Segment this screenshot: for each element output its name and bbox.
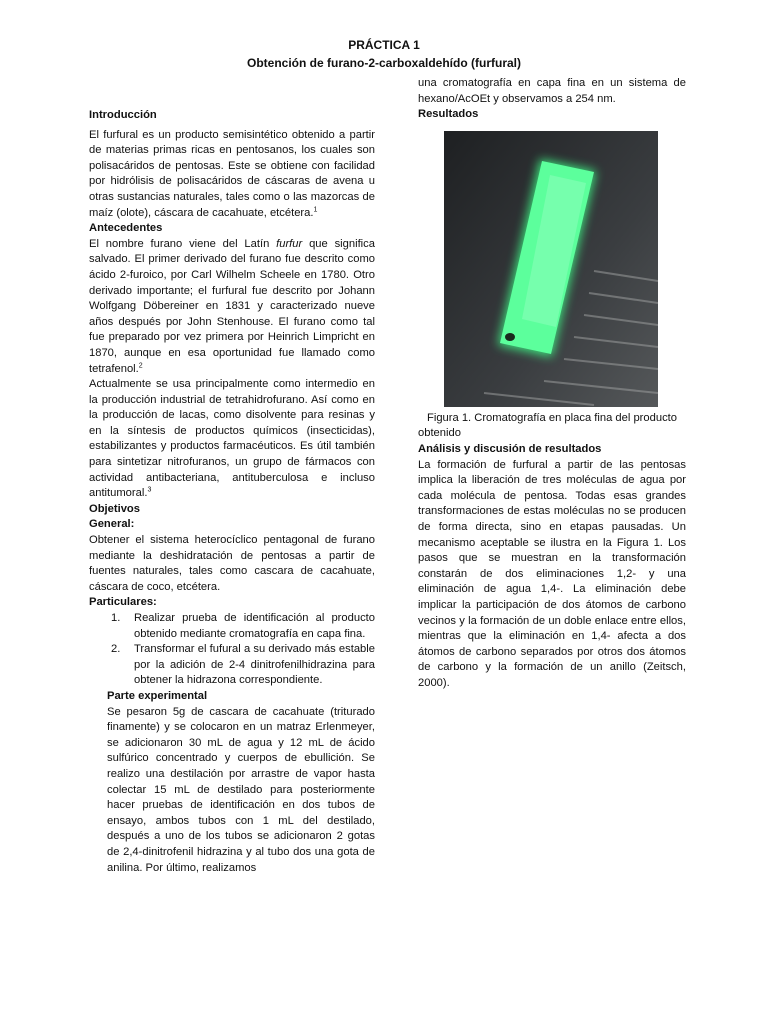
practice-title: PRÁCTICA 1 — [348, 38, 420, 52]
intro-paragraph: El furfural es un producto semisintético obtenido a partir de materias primas ricas en pentosanos, los cuales son polisacáridos de pentosas. Este se obtiene con facilidad por hidrólisis de polisacáridos de cáscaras de avena u otras sustancias naturales, tales como o las mazorcas de maíz (olote), cáscara de cacahuate, etcétera.$^1$ — [89, 128, 375, 219]
background-paragraph-2: Actualmente se usa principalmente como intermedio en la producción industrial de tetrahidrofurano. Así como en la producción de lacas, como disolvente para resinas y en la síntesis de productos químicos (insecticidas), estabilizantes y productos farmacéuticos. Es útil también para sintetizar nitrofuranos, un grupo de fármacos con actividad antibacteriana, antituberculosa e incluso antitumoral.$^3$ — [89, 378, 375, 500]
list-item — [111, 611, 375, 642]
practice-subtitle: Obtención de furano-2-carboxaldehído (furfural) — [246, 56, 521, 70]
intro-ref: 1 — [313, 205, 318, 213]
right-column — [418, 76, 686, 691]
intro-heading: Introducción — [89, 109, 157, 121]
background-ref-2: 3 — [147, 486, 152, 494]
background-ref-1: 2 — [138, 361, 143, 369]
experimental-continuation: una cromatografía en capa fina en un sistema de hexano/AcOEt y observamos a 254 nm. — [418, 77, 686, 105]
tlc-plate-image — [444, 131, 658, 407]
objectives-heading: Objetivos — [89, 502, 140, 515]
left-column — [89, 108, 375, 876]
objectives-particular-heading: Particulares: — [89, 596, 157, 609]
figure-caption: Figura 1. Cromatografía en placa fina del producto obtenido — [418, 411, 677, 440]
experimental-section — [89, 689, 375, 876]
objectives-general-text: Obtener el sistema heterocíclico pentagonal de furano mediante la deshidratación de pentosas a partir de fuentes naturales, tales como cascara de cacahuate, cáscara de coco, etcétera. — [89, 534, 375, 593]
background-heading: Antecedentes — [89, 222, 163, 235]
analysis-heading: Análisis y discusión de resultados — [418, 442, 602, 455]
experimental-paragraph: Se pesaron 5g de cascara de cacahuate (triturado finamente) y se colocaron en un matraz Erlenmeyer, se adicionaron 30 mL de agua y 12 mL de ácido sulfúrico concentrado y cuerpos de ebullición. Se realizo una destilación por arrastre de vapor hasta colectar 15 mL de destilado para posteriormente hacer pruebas de identificación en dos tubos de ensayo, ambos tubos con 1 mL del destilado, después a uno de los tubos se adicionaron 2 gotas de 2,4-dinitrofenil hidrazina y al tubo dos una gota de anilina. Por último, realizamos — [107, 705, 375, 874]
analysis-paragraph: La formación de furfural a partir de las pentosas implica la liberación de tres moléculas de agua por cada molécula de pentosa. Todas esas grandes transformaciones de estas moléculas no se producen de forma directa, sino en etapas pausadas. Un mecanismo aceptable se ilustra en la Figura 1. Los pasos que se muestran en la transformación constarán de dos eliminaciones 1,2- y una eliminación de agua 1,4-. La eliminación debe implicar la participación de dos átomos de carbono vecinos y la formación de un doble enlace entre ellos, mientras que la eliminación en 1,4- afecta a dos átomos de carbono separados por otros dos átomos de carbono y la formación de un anillo (Zeitsch, 2000). — [418, 458, 686, 689]
list-item-text: Transformar el fufural a su derivado más estable por la adición de 2-4 dinitrofenilhidrazina para obtener la hidrazona correspondiente. — [134, 643, 375, 687]
experimental-heading: Parte experimental — [107, 689, 208, 702]
list-item-number: 1. — [111, 612, 121, 624]
results-heading: Resultados — [418, 108, 479, 121]
objectives-list — [111, 611, 375, 689]
list-item-number: 2. — [111, 643, 121, 656]
objectives-general-heading: General: — [89, 518, 135, 531]
list-item-text: Realizar prueba de identificación al producto obtenido mediante cromatografía en capa fina. — [134, 612, 375, 640]
background-paragraph-1: El nombre furano viene del Latín furfur que significa salvado. El primer derivado del furano fue descrito como ácido 2-furoico, por Carl Wilhelm Scheele en 1780. Otro derivado importante; el furfural fue descrito por Johann Wolfgang Döbereiner en 1831 y caracterizado nueve años después por John Stenhouse. El furano como tal fue preparado por vez primera por Heinrich Limpricht en 1870, aunque en esa oportunidad fue llamado como tetrafenol.$^2$ — [89, 237, 375, 375]
tlc-plate-photo — [444, 131, 658, 407]
list-item — [111, 642, 375, 689]
